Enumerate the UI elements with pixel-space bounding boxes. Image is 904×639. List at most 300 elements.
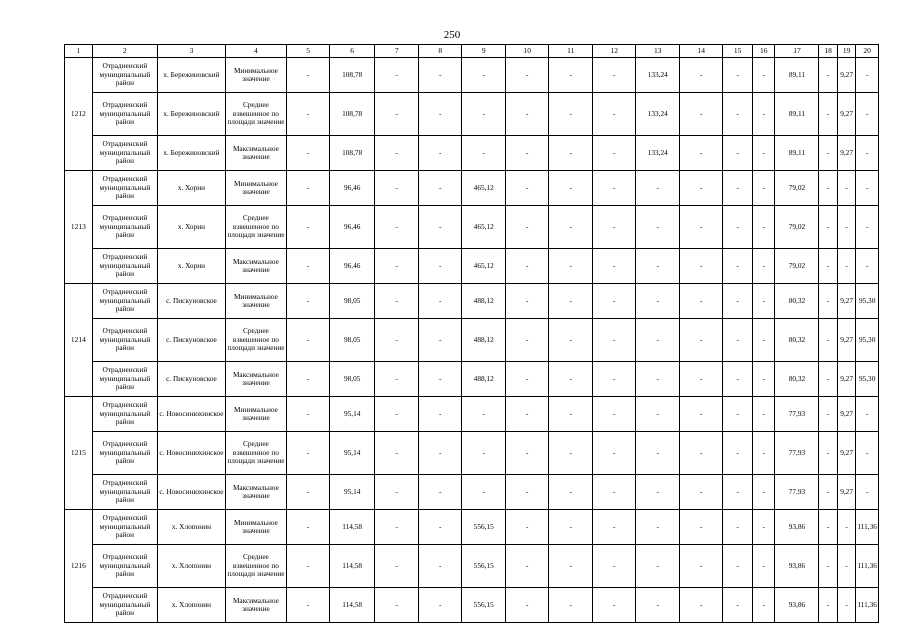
value-cell: -	[506, 588, 549, 623]
value-type-cell: Минимальное значение	[225, 397, 286, 432]
table-body	[65, 45, 879, 623]
value-cell: -	[287, 93, 330, 136]
value-cell: -	[419, 284, 462, 319]
value-cell: 108,78	[330, 58, 375, 93]
locality-cell: х. Хлопонин	[158, 588, 226, 623]
value-cell: 95,14	[330, 475, 375, 510]
value-cell: -	[723, 545, 753, 588]
value-cell: -	[723, 136, 753, 171]
value-cell: -	[837, 249, 855, 284]
value-cell: -	[419, 432, 462, 475]
value-cell: -	[723, 362, 753, 397]
value-cell: -	[636, 249, 680, 284]
value-cell: -	[680, 136, 723, 171]
value-cell: 556,15	[462, 510, 506, 545]
value-cell: -	[419, 249, 462, 284]
value-cell: -	[723, 58, 753, 93]
value-cell: -	[375, 136, 419, 171]
value-cell: -	[819, 397, 837, 432]
value-type-cell: Минимальное значение	[225, 58, 286, 93]
value-cell: -	[287, 284, 330, 319]
value-cell: -	[287, 171, 330, 206]
record-id-cell: 1215	[65, 397, 93, 510]
locality-cell: х. Хлопонин	[158, 545, 226, 588]
district-cell: Отрадненский муниципальный район	[92, 284, 158, 319]
value-cell: 98,05	[330, 284, 375, 319]
value-cell: -	[819, 171, 837, 206]
value-cell: -	[506, 171, 549, 206]
value-cell: -	[636, 432, 680, 475]
value-cell: -	[837, 171, 855, 206]
value-cell: -	[375, 510, 419, 545]
value-cell: 79,02	[775, 171, 819, 206]
value-cell: -	[723, 206, 753, 249]
value-cell: -	[549, 206, 593, 249]
value-cell: 95,14	[330, 432, 375, 475]
locality-cell: х. Бережиновский	[158, 93, 226, 136]
value-cell: -	[419, 93, 462, 136]
value-cell: -	[752, 284, 775, 319]
district-cell: Отрадненский муниципальный район	[92, 432, 158, 475]
value-cell: -	[723, 588, 753, 623]
value-cell: -	[375, 588, 419, 623]
value-cell: 465,12	[462, 206, 506, 249]
value-cell: -	[375, 362, 419, 397]
value-cell: 488,12	[462, 284, 506, 319]
value-cell: 93,86	[775, 510, 819, 545]
value-cell: 93,86	[775, 545, 819, 588]
value-cell: -	[506, 362, 549, 397]
value-cell: -	[549, 58, 593, 93]
value-cell: -	[723, 432, 753, 475]
locality-cell: х. Хорин	[158, 249, 226, 284]
value-cell: -	[837, 545, 855, 588]
value-cell: -	[506, 93, 549, 136]
value-cell: 111,36	[856, 545, 879, 588]
value-cell: 556,15	[462, 588, 506, 623]
value-cell: -	[419, 171, 462, 206]
value-cell: -	[375, 319, 419, 362]
locality-cell: х. Бережиновский	[158, 58, 226, 93]
locality-cell: с. Пискуновское	[158, 284, 226, 319]
value-cell: 98,05	[330, 319, 375, 362]
value-cell: -	[549, 475, 593, 510]
value-cell: -	[752, 136, 775, 171]
value-cell: -	[819, 475, 837, 510]
value-cell: -	[856, 432, 879, 475]
value-cell: 9,27	[837, 58, 855, 93]
value-cell: -	[506, 475, 549, 510]
value-cell: -	[593, 397, 636, 432]
value-cell: -	[752, 475, 775, 510]
table-row	[65, 171, 879, 206]
value-cell: 95,30	[856, 284, 879, 319]
district-cell: Отрадненский муниципальный район	[92, 397, 158, 432]
value-cell: -	[375, 93, 419, 136]
column-header: 10	[506, 45, 549, 58]
value-cell: -	[506, 397, 549, 432]
value-cell: -	[375, 58, 419, 93]
value-cell: -	[419, 545, 462, 588]
column-header: 4	[225, 45, 286, 58]
record-id-cell: 1212	[65, 58, 93, 171]
value-cell: -	[837, 510, 855, 545]
column-header: 8	[419, 45, 462, 58]
value-cell: -	[419, 58, 462, 93]
value-cell: -	[549, 588, 593, 623]
value-type-cell: Среднее взвешенное по площади значение	[225, 319, 286, 362]
header-row	[65, 45, 879, 58]
value-cell: -	[837, 206, 855, 249]
value-cell: -	[506, 284, 549, 319]
value-cell: -	[837, 588, 855, 623]
value-cell: -	[462, 475, 506, 510]
district-cell: Отрадненский муниципальный район	[92, 475, 158, 510]
value-cell: -	[723, 397, 753, 432]
value-cell: -	[636, 362, 680, 397]
value-cell: -	[680, 93, 723, 136]
column-header: 9	[462, 45, 506, 58]
value-cell: -	[549, 397, 593, 432]
value-cell: -	[856, 475, 879, 510]
column-header: 2	[92, 45, 158, 58]
value-cell: -	[819, 93, 837, 136]
value-cell: -	[506, 432, 549, 475]
district-cell: Отрадненский муниципальный район	[92, 588, 158, 623]
value-cell: 111,36	[856, 588, 879, 623]
value-cell: -	[680, 475, 723, 510]
value-cell: 114,58	[330, 545, 375, 588]
value-cell: -	[819, 510, 837, 545]
value-cell: -	[636, 397, 680, 432]
value-cell: -	[593, 58, 636, 93]
locality-cell: х. Хорин	[158, 206, 226, 249]
value-cell: -	[462, 397, 506, 432]
value-cell: 89,11	[775, 93, 819, 136]
value-cell: -	[752, 432, 775, 475]
value-type-cell: Среднее взвешенное по площади значение	[225, 545, 286, 588]
value-cell: -	[593, 319, 636, 362]
value-cell: 9,27	[837, 432, 855, 475]
column-header: 17	[775, 45, 819, 58]
value-cell: -	[593, 93, 636, 136]
value-cell: -	[593, 475, 636, 510]
value-cell: -	[680, 397, 723, 432]
value-cell: -	[506, 206, 549, 249]
value-cell: -	[636, 475, 680, 510]
district-cell: Отрадненский муниципальный район	[92, 249, 158, 284]
value-cell: -	[680, 171, 723, 206]
value-cell: -	[287, 510, 330, 545]
value-cell: -	[856, 171, 879, 206]
column-header: 3	[158, 45, 226, 58]
value-cell: -	[819, 249, 837, 284]
value-cell: 98,05	[330, 362, 375, 397]
district-cell: Отрадненский муниципальный район	[92, 319, 158, 362]
value-cell: -	[752, 93, 775, 136]
value-cell: -	[287, 588, 330, 623]
value-cell: 96,46	[330, 171, 375, 206]
district-cell: Отрадненский муниципальный район	[92, 510, 158, 545]
value-cell: 133,24	[636, 58, 680, 93]
locality-cell: с. Новосинюхинское	[158, 397, 226, 432]
value-cell: -	[419, 588, 462, 623]
value-cell: 89,11	[775, 136, 819, 171]
value-cell: -	[549, 93, 593, 136]
table-row	[65, 319, 879, 362]
value-type-cell: Максимальное значение	[225, 588, 286, 623]
value-cell: -	[636, 284, 680, 319]
value-cell: -	[593, 510, 636, 545]
value-cell: -	[723, 249, 753, 284]
value-cell: -	[680, 588, 723, 623]
column-header: 18	[819, 45, 837, 58]
value-cell: -	[549, 545, 593, 588]
value-cell: -	[549, 249, 593, 284]
value-type-cell: Минимальное значение	[225, 510, 286, 545]
value-cell: 95,30	[856, 362, 879, 397]
value-type-cell: Максимальное значение	[225, 136, 286, 171]
table-row	[65, 432, 879, 475]
record-id-cell: 1213	[65, 171, 93, 284]
district-cell: Отрадненский муниципальный район	[92, 93, 158, 136]
value-cell: -	[462, 136, 506, 171]
value-cell: -	[375, 171, 419, 206]
locality-cell: х. Бережиновский	[158, 136, 226, 171]
locality-cell: х. Хлопонин	[158, 510, 226, 545]
value-cell: -	[287, 397, 330, 432]
value-cell: 80,32	[775, 284, 819, 319]
value-cell: 465,12	[462, 249, 506, 284]
value-cell: 488,12	[462, 319, 506, 362]
value-cell: -	[819, 206, 837, 249]
value-cell: 556,15	[462, 545, 506, 588]
value-cell: -	[752, 397, 775, 432]
value-cell: 9,27	[837, 136, 855, 171]
table-row	[65, 284, 879, 319]
value-cell: -	[549, 284, 593, 319]
value-cell: -	[856, 397, 879, 432]
value-cell: -	[752, 362, 775, 397]
data-table	[64, 44, 879, 623]
value-cell: -	[636, 319, 680, 362]
value-cell: -	[636, 206, 680, 249]
value-cell: -	[549, 510, 593, 545]
value-cell: 77,93	[775, 397, 819, 432]
value-cell: -	[287, 319, 330, 362]
value-cell: -	[819, 545, 837, 588]
value-cell: -	[636, 588, 680, 623]
value-cell: 77,93	[775, 475, 819, 510]
value-cell: 9,27	[837, 397, 855, 432]
value-cell: -	[462, 432, 506, 475]
value-cell: -	[419, 136, 462, 171]
value-cell: -	[419, 319, 462, 362]
value-cell: 95,30	[856, 319, 879, 362]
value-cell: 9,27	[837, 284, 855, 319]
value-cell: -	[752, 588, 775, 623]
value-cell: -	[506, 249, 549, 284]
value-cell: -	[752, 510, 775, 545]
value-cell: -	[593, 206, 636, 249]
value-cell: -	[593, 362, 636, 397]
value-cell: -	[593, 284, 636, 319]
value-cell: -	[549, 432, 593, 475]
value-cell: -	[680, 432, 723, 475]
value-cell: -	[462, 58, 506, 93]
value-cell: -	[819, 319, 837, 362]
value-cell: -	[680, 319, 723, 362]
column-header: 16	[752, 45, 775, 58]
table-row	[65, 362, 879, 397]
value-cell: -	[375, 397, 419, 432]
value-cell: -	[636, 171, 680, 206]
value-cell: -	[856, 93, 879, 136]
value-cell: -	[549, 136, 593, 171]
table-row	[65, 475, 879, 510]
value-cell: -	[375, 475, 419, 510]
column-header: 5	[287, 45, 330, 58]
column-header: 11	[549, 45, 593, 58]
value-cell: -	[680, 362, 723, 397]
value-cell: -	[549, 319, 593, 362]
table-row	[65, 588, 879, 623]
column-header: 1	[65, 45, 93, 58]
value-cell: -	[375, 432, 419, 475]
locality-cell: х. Хорин	[158, 171, 226, 206]
value-cell: -	[419, 206, 462, 249]
record-id-cell: 1216	[65, 510, 93, 623]
column-header: 13	[636, 45, 680, 58]
value-cell: 9,27	[837, 475, 855, 510]
value-cell: 80,32	[775, 362, 819, 397]
value-cell: -	[506, 510, 549, 545]
value-cell: -	[506, 545, 549, 588]
value-type-cell: Максимальное значение	[225, 475, 286, 510]
value-cell: 89,11	[775, 58, 819, 93]
value-cell: 114,58	[330, 588, 375, 623]
value-cell: -	[593, 249, 636, 284]
value-cell: -	[506, 58, 549, 93]
locality-cell: с. Пискуновское	[158, 362, 226, 397]
value-cell: -	[752, 58, 775, 93]
value-cell: -	[593, 171, 636, 206]
value-cell: -	[287, 206, 330, 249]
value-cell: 108,78	[330, 93, 375, 136]
page-number: 250	[443, 29, 461, 41]
value-cell: 9,27	[837, 362, 855, 397]
value-cell: -	[856, 206, 879, 249]
value-cell: -	[680, 249, 723, 284]
value-type-cell: Максимальное значение	[225, 362, 286, 397]
value-cell: -	[752, 171, 775, 206]
value-cell: 133,24	[636, 93, 680, 136]
value-type-cell: Минимальное значение	[225, 171, 286, 206]
column-header: 20	[856, 45, 879, 58]
value-cell: -	[375, 284, 419, 319]
value-cell: 77,93	[775, 432, 819, 475]
value-cell: -	[287, 136, 330, 171]
value-cell: 79,02	[775, 249, 819, 284]
table-row	[65, 93, 879, 136]
value-cell: -	[287, 249, 330, 284]
table-row	[65, 397, 879, 432]
column-header: 6	[330, 45, 375, 58]
value-cell: -	[375, 545, 419, 588]
column-header: 7	[375, 45, 419, 58]
value-cell: -	[819, 588, 837, 623]
value-cell: -	[856, 58, 879, 93]
value-cell: -	[680, 545, 723, 588]
locality-cell: с. Новосинюхинское	[158, 475, 226, 510]
value-cell: 111,36	[856, 510, 879, 545]
value-type-cell: Среднее взвешенное по площади значение	[225, 432, 286, 475]
district-cell: Отрадненский муниципальный район	[92, 545, 158, 588]
value-cell: -	[752, 545, 775, 588]
value-cell: -	[636, 510, 680, 545]
table-row	[65, 58, 879, 93]
value-cell: -	[819, 136, 837, 171]
value-cell: -	[723, 171, 753, 206]
record-id-cell: 1214	[65, 284, 93, 397]
value-cell: -	[375, 249, 419, 284]
value-cell: 133,24	[636, 136, 680, 171]
value-cell: -	[819, 58, 837, 93]
column-header: 19	[837, 45, 855, 58]
value-cell: -	[287, 475, 330, 510]
value-cell: -	[636, 545, 680, 588]
value-cell: -	[723, 510, 753, 545]
value-cell: 9,27	[837, 319, 855, 362]
value-cell: -	[752, 319, 775, 362]
value-cell: 488,12	[462, 362, 506, 397]
value-cell: 96,46	[330, 206, 375, 249]
value-cell: -	[593, 545, 636, 588]
value-cell: -	[549, 171, 593, 206]
value-cell: -	[680, 510, 723, 545]
value-cell: 95,14	[330, 397, 375, 432]
value-cell: -	[723, 284, 753, 319]
value-cell: -	[680, 58, 723, 93]
value-cell: -	[723, 319, 753, 362]
value-type-cell: Максимальное значение	[225, 249, 286, 284]
table-row	[65, 510, 879, 545]
district-cell: Отрадненский муниципальный район	[92, 136, 158, 171]
value-cell: 108,78	[330, 136, 375, 171]
value-cell: -	[723, 475, 753, 510]
table-row	[65, 206, 879, 249]
value-cell: 9,27	[837, 93, 855, 136]
value-cell: -	[506, 136, 549, 171]
value-cell: -	[752, 249, 775, 284]
value-cell: -	[375, 206, 419, 249]
value-cell: -	[819, 284, 837, 319]
value-cell: -	[462, 93, 506, 136]
district-cell: Отрадненский муниципальный район	[92, 206, 158, 249]
district-cell: Отрадненский муниципальный район	[92, 171, 158, 206]
value-cell: -	[287, 58, 330, 93]
value-cell: -	[680, 284, 723, 319]
value-cell: -	[506, 319, 549, 362]
value-type-cell: Минимальное значение	[225, 284, 286, 319]
value-cell: -	[819, 432, 837, 475]
table-row	[65, 136, 879, 171]
value-cell: 93,86	[775, 588, 819, 623]
value-cell: 96,46	[330, 249, 375, 284]
value-cell: -	[723, 93, 753, 136]
value-cell: -	[419, 397, 462, 432]
value-cell: -	[593, 588, 636, 623]
